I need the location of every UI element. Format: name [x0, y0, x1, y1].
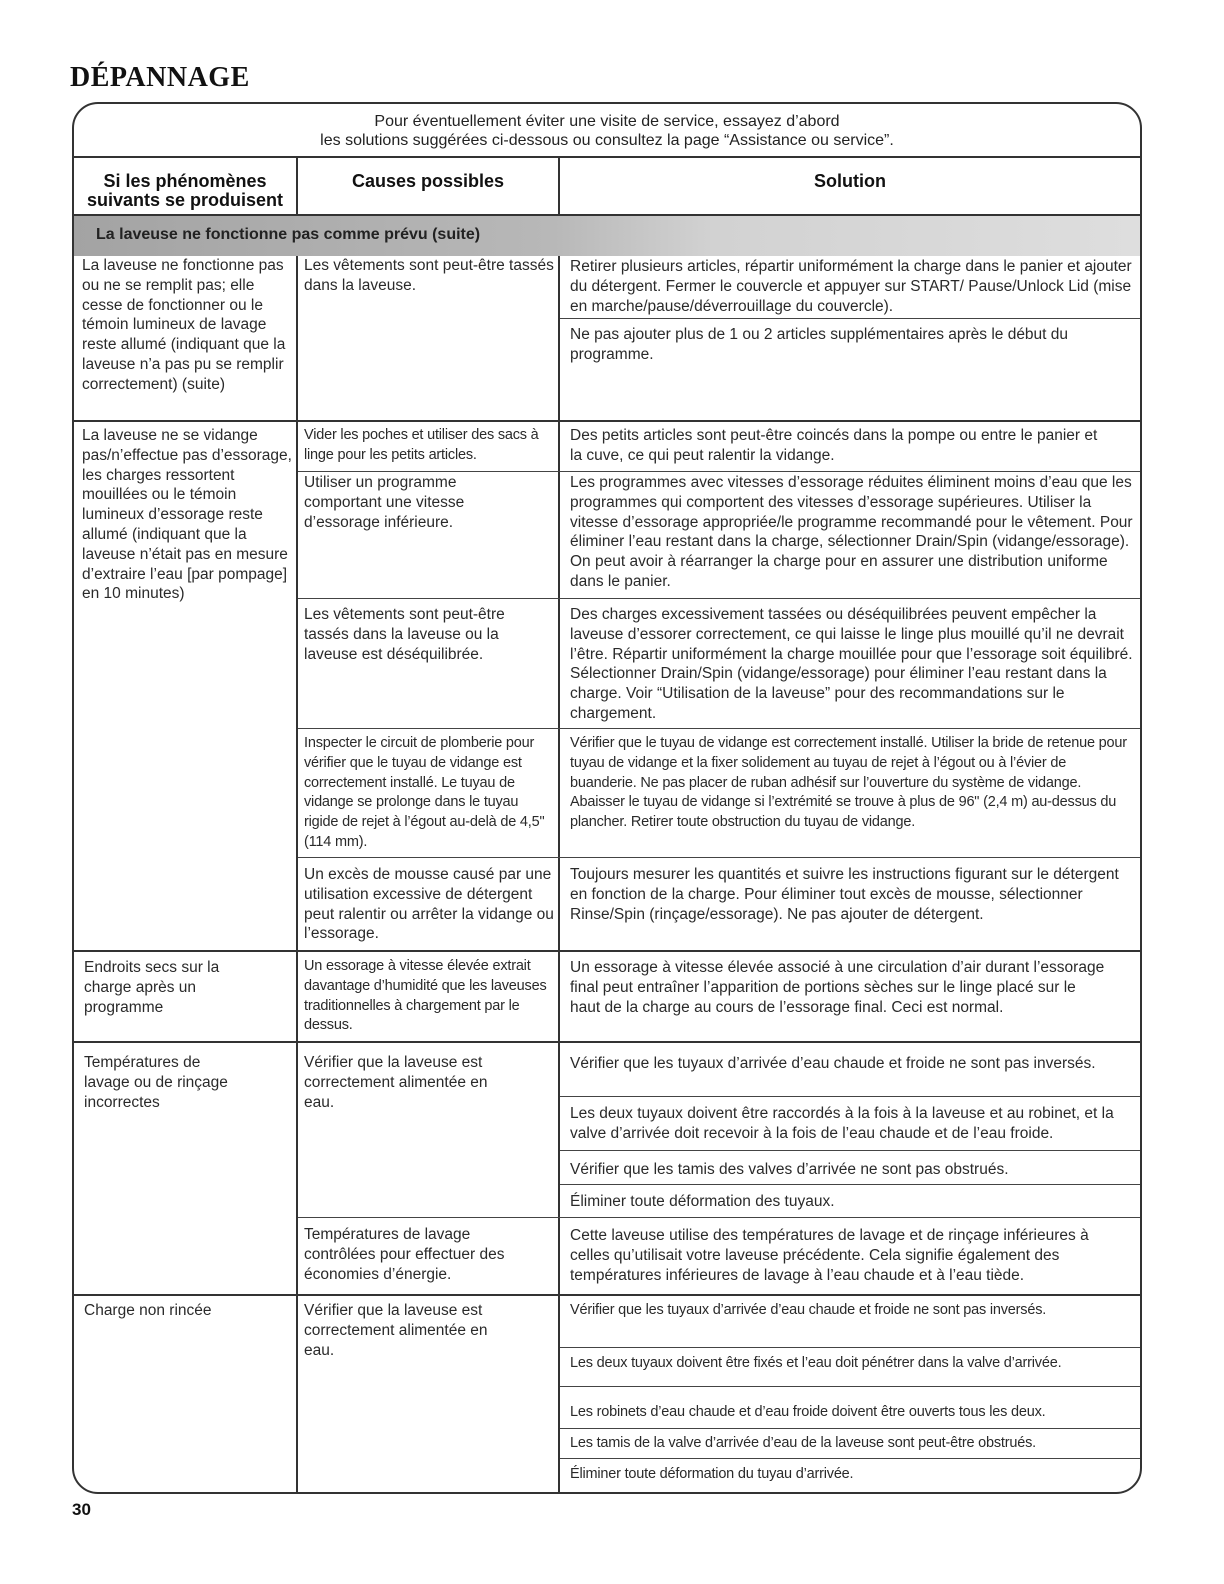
solution-cell: Vérifier que les tamis des valves d’arrivée ne sont pas obstrués. [570, 1161, 1009, 1178]
solution-cell: Toujours mesurer les quantités et suivre les instructions figurant sur le détergent en fonction de la charge. Pour éliminer tout excès de mousse, sélectionner Rinse/Spin (rinçage/essorage). Ne pas ajouter de détergent. [570, 866, 1119, 923]
header-symptom-line: Si les phénomènes [103, 171, 267, 191]
solution-separator [560, 1428, 1140, 1429]
solution-separator [560, 1184, 1140, 1185]
row-separator [74, 1041, 1140, 1043]
solution-separator [560, 1458, 1140, 1459]
solution-cell: Les programmes avec vitesses d’essorage réduites éliminent moins d’eau que les programmes qui comportent des vitesses d’essorage supérieures. Utiliser la vitesse d’essorage appropriée/le programme recommandé pour le vêtement. Pour éliminer l’eau restant dans la charge, sélectionner Drain/Spin (vidange/essorage). On peut avoir à réarranger la charge pour en assurer une distribution uniforme dans le panier. [570, 474, 1133, 590]
solution-cell: Les tamis de la valve d’arrivée d’eau de la laveuse sont peut-être obstrués. [570, 1435, 1036, 1451]
symptom-cell: Endroits secs sur la charge après un programme [84, 959, 220, 1016]
solution-cell: Un essorage à vitesse élevée associé à une circulation d’air durant l’essorage final peut entraîner l’apparition de portions sèches sur le linge placé sur le haut de la charge au cours de l’essorage final. Ceci est normal. [570, 959, 1105, 1016]
solution-cell: Cette laveuse utilise des températures de lavage et de rinçage inférieures à celles qu’utilisait votre laveuse précédente. Cela signifie également des températures inférieures de lavage à l’eau chaude et à l’eau tiède. [570, 1227, 1089, 1284]
sub-row-separator [298, 857, 1140, 858]
sub-row-separator [298, 728, 1140, 729]
header-solution: Solution [814, 171, 886, 191]
solution-separator [560, 1096, 1140, 1097]
cause-cell: Un excès de mousse causé par une utilisation excessive de détergent peut ralentir ou arrêter la vidange ou l’essorage. [304, 866, 554, 943]
solution-cell: Éliminer toute déformation du tuyau d’arrivée. [570, 1466, 854, 1482]
intro-line: Pour éventuellement éviter une visite de service, essayez d’abord [374, 113, 840, 130]
cause-cell: Températures de lavage contrôlées pour effectuer des économies d’énergie. [304, 1226, 505, 1283]
solution-cell: Les robinets d’eau chaude et d’eau froide doivent être ouverts tous les deux. [570, 1404, 1046, 1420]
cause-cell: Inspecter le circuit de plomberie pour vérifier que le tuyau de vidange est correctement installé. Le tuyau de vidange se prolonge dans le tuyau rigide de rejet à l’égout au-delà de 4,5" (114 mm). [304, 735, 545, 850]
cause-cell: Utiliser un programme comportant une vitesse d’essorage inférieure. [304, 474, 465, 531]
solution-separator [560, 1347, 1140, 1348]
header-top-rule [74, 156, 1140, 158]
solution-cell: Vérifier que le tuyau de vidange est correctement installé. Utiliser la bride de retenue pour tuyau de vidange et la fixer solidement au tuyau de rejet à l’égout ou à l’évier de buanderie. Ne pas placer de ruban adhésif sur l’ouverture du système de vidange. Abaisser le tuyau de vidange si l’extrémité se trouve à plus de 96" (2,4 m) au-dessus du plancher. Retirer toute obstruction du tuyau de vidange. [570, 735, 1127, 831]
cause-cell: Les vêtements sont peut-être tassés dans la laveuse ou la laveuse est déséquilibrée. [304, 606, 505, 663]
solution-cell: Des charges excessivement tassées ou déséquilibrées peuvent empêcher la laveuse d’essorer correctement, ce qui laisse le linge plus mouillé qu’il ne devrait l’être. Répartir uniformément la charge mouillée pour que l’essorage soit équilibré. Sélectionner Drain/Spin (vidange/essorage) pour éliminer l’eau restant dans la charge. Voir “Utilisation de la laveuse” pour des recommandations sur le chargement. [570, 606, 1133, 722]
row-separator [74, 420, 1140, 422]
solution-cell: Les deux tuyaux doivent être fixés et l’eau doit pénétrer dans la valve d’arrivée. [570, 1355, 1062, 1371]
solution-separator [560, 1150, 1140, 1151]
page-title: DÉPANNAGE [70, 62, 250, 93]
section-title: La laveuse ne fonctionne pas comme prévu (suite) [96, 226, 481, 243]
column-divider [296, 256, 298, 1492]
cause-cell: Un essorage à vitesse élevée extrait davantage d’humidité que les laveuses traditionnelles à chargement par le dessus. [304, 958, 547, 1034]
solution-cell: Retirer plusieurs articles, répartir uniformément la charge dans le panier et ajouter du détergent. Fermer le couvercle et appuyer sur START/ Pause/Unlock Lid (mise en marche/pause/déverrouillage du couvercle). [570, 258, 1132, 315]
cause-cell: Vérifier que la laveuse est correctement alimentée en eau. [304, 1302, 488, 1359]
solution-cell: Vérifier que les tuyaux d’arrivée d’eau chaude et froide ne sont pas inversés. [570, 1302, 1047, 1318]
intro-line: les solutions suggérées ci-dessous ou consultez la page “Assistance ou service”. [320, 132, 894, 149]
solution-cell: Les deux tuyaux doivent être raccordés à la fois à la laveuse et au robinet, et la valve d’arrivée doit recevoir à la fois de l’eau chaude et de l’eau froide. [570, 1105, 1114, 1142]
cause-cell: Les vêtements sont peut-être tassés dans la laveuse. [304, 257, 554, 294]
solution-cell: Vérifier que les tuyaux d’arrivée d’eau chaude et froide ne sont pas inversés. [570, 1055, 1096, 1072]
cause-cell: Vider les poches et utiliser des sacs à linge pour les petits articles. [304, 427, 539, 463]
header-symptom [74, 172, 296, 210]
cause-cell: Vérifier que la laveuse est correctement alimentée en eau. [304, 1054, 488, 1111]
header-symptom-line: suivants se produisent [86, 190, 284, 210]
header-causes: Causes possibles [351, 171, 505, 191]
sub-row-separator [298, 1217, 1140, 1218]
row-separator [74, 1294, 1140, 1296]
symptom-cell: Températures de lavage ou de rinçage incorrectes [84, 1054, 228, 1111]
symptom-cell: La laveuse ne se vidange pas/n’effectue pas d’essorage, les charges ressortent mouillées ou le témoin lumineux d’essorage reste allumé (indiquant que la laveuse n’était pas en mesure d’extraire l’eau [par pompage] en 10 minutes) [82, 427, 292, 603]
solution-separator [560, 1386, 1140, 1387]
intro-text [72, 112, 1142, 150]
sub-row-separator [298, 598, 1140, 599]
solution-cell: Ne pas ajouter plus de 1 ou 2 articles supplémentaires après le début du programme. [570, 326, 1069, 363]
row-separator [74, 950, 1140, 952]
page-number: 30 [72, 1500, 91, 1519]
symptom-cell: La laveuse ne fonctionne pas ou ne se remplit pas; elle cesse de fonctionner ou le témoin lumineux de lavage reste allumé (indiquant que la laveuse n’a pas pu se remplir correctement) (suite) [82, 257, 286, 393]
solution-cell: Des petits articles sont peut-être coincés dans la pompe ou entre le panier et la cuve, ce qui peut ralentir la vidange. [570, 427, 1098, 464]
symptom-cell: Charge non rincée [84, 1302, 212, 1319]
solution-cell: Éliminer toute déformation des tuyaux. [570, 1193, 835, 1210]
solution-separator [560, 318, 1140, 319]
sub-row-separator [298, 471, 1140, 472]
column-divider [558, 256, 560, 1492]
